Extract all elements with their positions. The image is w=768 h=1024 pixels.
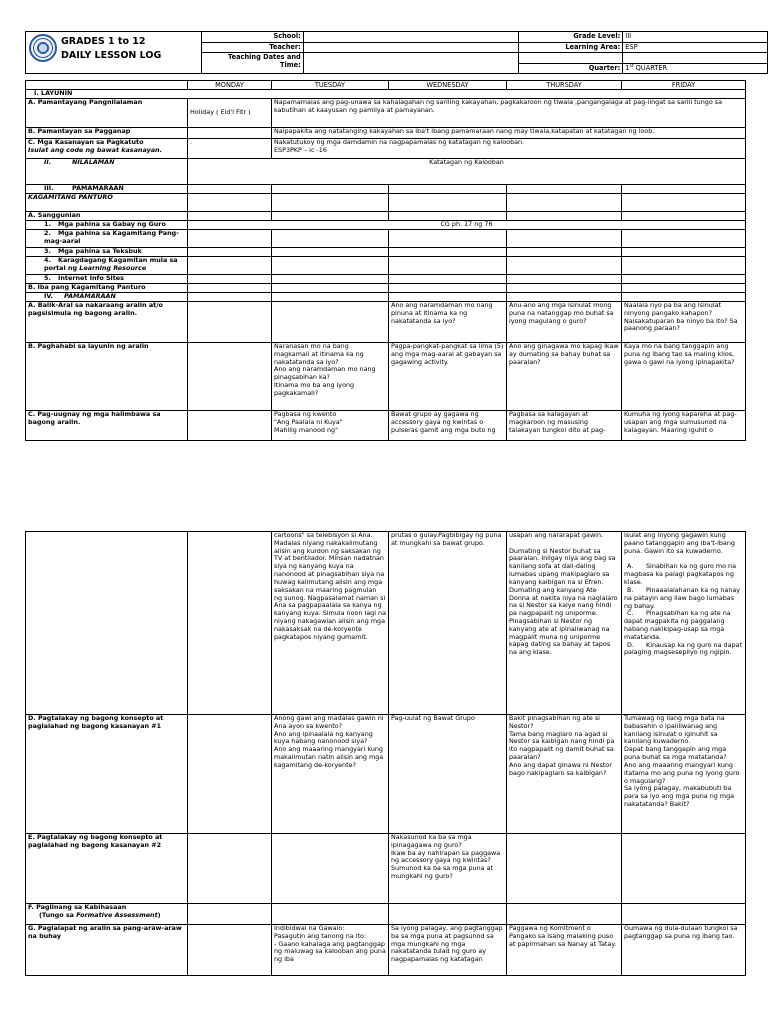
G-tuesday: Indibidwal na Gawain: Pasagutin ang tanong na ito: - Gaano kahalaga ang pagtanggap ng maluwag sa kalooban ang puna ng iba: [272, 925, 389, 976]
C-wednesday: Bawat grupo ay gagawa ng accessory gaya ng kwintas o pulseras gamit ang mga buto ng: [389, 411, 507, 441]
pamamaraan-number: III.: [44, 184, 54, 193]
quarter-label: Quarter:: [518, 63, 623, 74]
pagganap-label: B. Pamantayan sa Pagganap: [26, 128, 188, 139]
s3-tue: [272, 248, 389, 257]
D-thursday: Bakit pinagsabihan ng ate si Nestor? Tama bang maglaro na agad si Nestor sa kaibigan nang hindi pa ito nagpapalit ng damit buhat sa paaralan? Ano ang dapat ginawa ni Nestor bago nakipaglaro sa kaibigan?: [507, 715, 622, 834]
F-tuesday: [272, 904, 389, 925]
B-thursday: Ano ang ginagawa mo kapag ikaw ay dumating sa bahay buhat sa paaralan?: [507, 343, 622, 411]
s2-row: [26, 230, 746, 248]
s4-label-cell: [26, 257, 188, 275]
lesson-table-page2: [25, 531, 746, 976]
s5-fri: [622, 275, 746, 284]
C2-label: [26, 532, 188, 715]
C2-friday-item-d: [624, 642, 743, 658]
s4-fri: [622, 257, 746, 275]
iba-fri: [622, 284, 746, 293]
pagkatuto-note: Isulat ang code ng bawat kasanayan.: [28, 145, 163, 154]
sanggunian-fri: [622, 212, 746, 221]
blank-field-cell: [623, 53, 768, 64]
G-friday: Gumawa ng dula-dulaan tungkol sa pagtanggap sa puna ng ibang tao.: [622, 925, 746, 976]
C2-friday-item-b: [624, 587, 743, 610]
item-b-text: Pinaaalalahanan ka ng nanay na patayin ang ilaw bago lumabas ng bahay.: [624, 585, 741, 610]
A-tuesday: [272, 302, 389, 343]
E-label: E. Pagtalakay ng bagong konsepto at paglalahad ng bagong kasanayan #2: [26, 834, 188, 904]
item-c-text: Pinagsabihan ka ng ate na dapat magpakita ng paggalang habang nakikipag-usap sa mga matatanda.: [624, 609, 731, 641]
C-label: C. Pag-uugnay ng mga halimbawa sa bagong aralin.: [26, 411, 188, 441]
s2-thu: [507, 230, 622, 248]
s2-mon: [188, 230, 272, 248]
C-monday: [188, 411, 272, 441]
F-label-line1: F. Paglinang sa Kabihasaan: [28, 903, 127, 911]
D-monday: [188, 715, 272, 834]
kagamitan-label: KAGAMITANG PANTURO: [26, 194, 188, 212]
title-block: [26, 32, 202, 74]
item-a-letter: A.: [627, 562, 634, 571]
C2-friday-item-a: [624, 563, 743, 586]
C2-thursday: usapan ang nararapat gawin. Dumating si Nestor buhat sa paaralan. Inilgay niya ang bag sa kanilang sofa at dali-daling lumabas upang makipaglaro sa kanyang kaibigan na si Efren. Dumating ang kanyang Ate Donna at nakita niya na naglalaro na si Nestor sa kalye nang hindi pa nagpapalit ng uniporme. Pinagsabihan si Nestor ng kanyang ate at ipinaliwanag na magpalit muna ng uniporme kapag dating sa bahay at tapos na ang klase.: [507, 532, 622, 715]
s5-number: 5.: [44, 274, 51, 283]
day-wednesday: WEDNESDAY: [389, 81, 507, 90]
pagganap-monday: [188, 128, 272, 139]
row-C: [26, 411, 746, 441]
pagkatuto-value: [272, 139, 746, 159]
teacher-field[interactable]: [303, 42, 518, 53]
day-header-blank: [26, 81, 188, 90]
F-friday: [622, 904, 746, 925]
s3-wed: [389, 248, 507, 257]
s5-label-cell: [26, 275, 188, 284]
pamamaraan-row: [26, 185, 746, 194]
s4-mon: [188, 257, 272, 275]
school-field[interactable]: [303, 32, 518, 43]
quarter-text: QUARTER: [633, 63, 668, 72]
C-friday: Kumuha ng iyong kapareha at pag-usapan ang mga sumusunod na kalagayan. Maaring iguhit o: [622, 411, 746, 441]
teaching-dates-field[interactable]: [303, 53, 518, 74]
day-monday: MONDAY: [188, 81, 272, 90]
G-wednesday: Sa iyong palagay, ang pagtanggap ba sa mga puna at pagsunod sa mga mungkahi ng mga nakatatanda tulad ng guro ay nagpapamalas ng katatagan: [389, 925, 507, 976]
C2-wednesday: prutas o gulay.Pagbibigay ng puna at mungkahi sa bawat grupo.: [389, 532, 507, 715]
pamamaraan-label: PAMAMARAAN: [72, 184, 124, 193]
B-tuesday: Naranasan mo na bang magkamali at itinama ka ng nakatatanda sa iyo? Ano ang naramdaman mo nang pinagsabihan ka? Itinama mo ba ang iyong pagkakamali?: [272, 343, 389, 411]
lesson-table-page1: [25, 80, 746, 441]
iba-thu: [507, 284, 622, 293]
quarter-suffix: st: [629, 63, 634, 69]
item-b-letter: B.: [627, 585, 634, 594]
quarter-field[interactable]: [623, 63, 768, 74]
nilalaman-label-cell: [26, 159, 188, 185]
pagganap-row: [26, 128, 746, 139]
s2-tue: [272, 230, 389, 248]
iv-mon: [188, 293, 272, 302]
pamamaraan-wed: [389, 185, 507, 194]
F-label-cell: [26, 904, 188, 925]
B-label: B. Paghahabi sa layunin ng aralin: [26, 343, 188, 411]
pagganap-value: Naipapakita ang natatanging kakayahan sa iba't ibang pamamaraan nang may tiwala,katapatan at katatagan ng loob.: [272, 128, 746, 139]
sanggunian-tue: [272, 212, 389, 221]
s4-row: [26, 257, 746, 275]
F-label-close: ): [157, 910, 161, 919]
s4-wed: [389, 257, 507, 275]
F-thursday: [507, 904, 622, 925]
blank-label-cell: [518, 53, 623, 64]
item-d-letter: D.: [627, 640, 634, 649]
pagkatuto-value-line2: ESP3PKP – ic -16: [274, 145, 327, 154]
B-friday: Kaya mo na bang tanggapin ang puna ng ibang tao sa maling kilos, gawa o gawi na iyong ipinapakita?: [622, 343, 746, 411]
pagkatuto-value-line1: Nakatutukoy ng mga damdamin na nagpapamalas ng katatagan ng kalooban.: [274, 138, 525, 147]
kagamitan-wed: [389, 194, 507, 212]
D-label: D. Pagtalakay ng bagong konsepto at paglalahad ng bagong kasanayan #1: [26, 715, 188, 834]
layunin-row: [26, 90, 746, 99]
teacher-label: Teacher:: [201, 42, 303, 53]
iba-pang-label: B. Iba pang Kagamitang Panturo: [26, 284, 188, 293]
learning-area-label: Learning Area:: [518, 42, 623, 53]
E-tuesday: [272, 834, 389, 904]
day-friday: FRIDAY: [622, 81, 746, 90]
nilalaman-row: [26, 159, 746, 185]
s1-number: 1.: [44, 220, 51, 229]
s1-label: Mga pahina sa Gabay ng Guro: [58, 220, 166, 229]
pamantayang-value: Napamamalas ang pag-unawa sa kahalagahan ng sariling kakayahan, pagkakaroon ng tiwala ,pangangalaga at pag-iingat sa sarili tungo sa kabutihan at kaayusan ng pamilya at pamayanan.: [272, 99, 746, 128]
pamantayang-row: [26, 99, 746, 128]
s1-row: [26, 221, 746, 230]
layunin-heading: I. LAYUNIN: [26, 90, 746, 99]
s3-fri: [622, 248, 746, 257]
s4-tue: [272, 257, 389, 275]
s4-thu: [507, 257, 622, 275]
F-wednesday: [389, 904, 507, 925]
B-wednesday: Pagpa-pangkat-pangkat sa lima (5) ang mga mag-aaral at gabayan sa gagawing activity.: [389, 343, 507, 411]
s5-mon: [188, 275, 272, 284]
iv-row: [26, 293, 746, 302]
G-monday: [188, 925, 272, 976]
F-label-open: (Tungo sa: [39, 910, 77, 919]
s5-row: [26, 275, 746, 284]
A-friday: Naalala nyo pa ba ang isinulat ninyong pangako kahapon? Naisakatuparan ba ninyo ba ito? Sa paanong paraan?: [622, 302, 746, 343]
C2-tuesday: cartoons" sa telebisyon si Ana. Madalas niyang nakakalimutang alisin ang kurdon ng saksakan ng TV at bentilador. Minsan nadatnan siya ng kanyang kuya na nanonood at pinagsabihan siya na huwag kalimutang alisin ang mga saksakan na maaring pagmulan ng sunog. Nagpasalamat naman si Ana sa pagpapaalala sa kanya ng kanyang kuya. Simula noon lagi na niyang nakagawian alisin ang mga nakasaksak na de-koryente pagkatapos niyang gumamit.: [272, 532, 389, 715]
C-tuesday: Pagbasa ng kwento "Ang Paalala ni Kuya" Mahilig manood ng": [272, 411, 389, 441]
iv-tue: [272, 293, 389, 302]
F-label-italic: Formative Assessment: [76, 910, 158, 919]
pamamaraan-fri: [622, 185, 746, 194]
iba-wed: [389, 284, 507, 293]
A-thursday: Anu-ano ang mga isinulat mong puna na natanggap mo buhat sa iyong magulang o guro?: [507, 302, 622, 343]
D-tuesday: Anong gawi ang madalas gawin ni Ana ayon sa kwento? Ano ang ipinaalala ng kanyang kuya habang nanonood siya? Ano ang maaaring mangyari kung makalimutan natin alisin ang mga kagamitang de-koryente?: [272, 715, 389, 834]
nilalaman-value: Katatagan ng Kalooban: [188, 159, 746, 185]
C2-friday-intro: isulat ang inyong gagawin kung paano tatanggapin ang iba't-ibang puna. Gawin ito sa kuwaderno.: [624, 531, 735, 555]
row-E: [26, 834, 746, 904]
pamantayang-label: A. Pamantayang Pangnilalaman: [26, 99, 188, 128]
pagkatuto-label: C. Mga Kasanayan sa Pagkatuto: [28, 138, 144, 147]
s2-label-cell: [26, 230, 188, 248]
s1-value: CG ph. 17 ng 76: [188, 221, 746, 230]
iba-pang-row: [26, 284, 746, 293]
C2-monday: [188, 532, 272, 715]
A-wednesday: Ano ang naramdaman mo nang pinuna at itinama ka ng nakatatanda sa iyo?: [389, 302, 507, 343]
s1-label-cell: [26, 221, 188, 230]
s3-thu: [507, 248, 622, 257]
kagamitan-thu: [507, 194, 622, 212]
learning-area-field[interactable]: ESP: [623, 42, 768, 53]
s5-wed: [389, 275, 507, 284]
kagamitan-tue: [272, 194, 389, 212]
sanggunian-label: A. Sanggunian: [26, 212, 188, 221]
row-C-continued: [26, 532, 746, 715]
pamamaraan-thu: [507, 185, 622, 194]
grade-level-field[interactable]: III: [623, 32, 768, 43]
teaching-dates-label: [201, 53, 303, 74]
s4-label-italic: Learning Resource: [79, 263, 147, 272]
teaching-dates-label-line2: Time:: [280, 61, 301, 70]
s3-mon: [188, 248, 272, 257]
s5-tue: [272, 275, 389, 284]
s3-label-cell: [26, 248, 188, 257]
iv-label-cell: [26, 293, 188, 302]
header-table: [25, 31, 768, 74]
F-label-line2: [28, 912, 185, 920]
pamamaraan-tue: [272, 185, 389, 194]
item-d-text: Kinausap ka ng guro na dapat palaging magsesepilyo ng ngipin.: [624, 640, 742, 657]
iv-fri: [622, 293, 746, 302]
D-wednesday: Pag-uulat ng Bawat Grupo: [389, 715, 507, 834]
G-label: G. Paglalapat ng aralin sa pang-araw-araw na buhay: [26, 925, 188, 976]
sanggunian-row: [26, 212, 746, 221]
iv-thu: [507, 293, 622, 302]
school-label: School:: [201, 32, 303, 43]
C2-friday: [622, 532, 746, 715]
A-monday: [188, 302, 272, 343]
C-thursday: Pagbasa sa kalagayan at magkaroon ng masusing talakayan tungkol dito at pag-: [507, 411, 622, 441]
pamamaraan-mon: [188, 185, 272, 194]
s4-label: Karagdagang Kagamitan mula sa portal ng: [44, 256, 178, 272]
s2-label: Mga pahina sa Kagamitang Pang-mag-aaral: [44, 229, 179, 245]
day-header-row: [26, 81, 746, 90]
sanggunian-mon: [188, 212, 272, 221]
A-label: A. Balik-Aral sa nakaraang aralin at/o pagsisimula ng bagong aralin.: [26, 302, 188, 343]
s5-thu: [507, 275, 622, 284]
s2-number: 2.: [44, 229, 51, 238]
s4-number: 4.: [44, 256, 51, 265]
iba-tue: [272, 284, 389, 293]
row-B: [26, 343, 746, 411]
row-D: [26, 715, 746, 834]
quarter-number: 1: [625, 63, 630, 72]
pagkatuto-label-cell: [26, 139, 188, 159]
teaching-dates-label-line1: Teaching Dates and: [228, 53, 301, 61]
iv-number: IV.: [44, 292, 53, 301]
E-friday: [622, 834, 746, 904]
doc-title-line1: GRADES 1 to 12: [61, 36, 146, 47]
E-thursday: [507, 834, 622, 904]
B-monday: [188, 343, 272, 411]
s5-label: Internet Info Sites: [58, 274, 124, 283]
sanggunian-thu: [507, 212, 622, 221]
holiday-cell: Holiday ( Eid'l Fitr ): [188, 99, 272, 128]
pagkatuto-row: [26, 139, 746, 159]
row-A: [26, 302, 746, 343]
item-a-text: Sinabihan ka ng guro mo na magbasa ka palagi pagkatapos ng klase.: [624, 562, 737, 587]
row-F: [26, 904, 746, 925]
grade-level-label: Grade Level:: [518, 32, 623, 43]
pamamaraan-label-cell: [26, 185, 188, 194]
sanggunian-wed: [389, 212, 507, 221]
row-G: [26, 925, 746, 976]
s2-fri: [622, 230, 746, 248]
s3-row: [26, 248, 746, 257]
s3-number: 3.: [44, 247, 51, 256]
iv-label: PAMAMARAAN: [64, 292, 116, 301]
iv-wed: [389, 293, 507, 302]
D-friday: Tumawag ng ilang mga bata na babasahin o ipaliliwanag ang kanilang isinulat o iginuhit sa kanilang kuwaderno. Dapat bang tanggapin ang mga puna buhat sa mga matatanda? Ano ang maaaring mangyari kung itatama mo ang puna ng iyong guro o magulang? Sa iyong palagay, makabubuti ba para sa iyo ang mga puna ng mga nakatatanda? Bakit?: [622, 715, 746, 834]
F-monday: [188, 904, 272, 925]
doc-title-line2: DAILY LESSON LOG: [61, 50, 162, 61]
item-c-letter: C.: [627, 609, 634, 618]
E-wednesday: Nakasunod ka ba sa mga ipinagagawa ng guro? Ikaw ba ay nahirapan sa paggawa ng accessory gaya ng kwintas? Sumunod ka ba sa mga puna at mungkahi ng guro?: [389, 834, 507, 904]
nilalaman-number: II.: [44, 158, 52, 167]
deped-seal-icon: [29, 34, 57, 62]
kagamitan-mon: [188, 194, 272, 212]
kagamitan-row: [26, 194, 746, 212]
kagamitan-fri: [622, 194, 746, 212]
C2-friday-item-c: [624, 610, 743, 641]
iba-mon: [188, 284, 272, 293]
E-monday: [188, 834, 272, 904]
pagkatuto-monday: .: [188, 139, 272, 159]
G-thursday: Paggawa ng Komitment o Pangako sa isang malaking puso at papirmahan sa Nanay at Tatay.: [507, 925, 622, 976]
day-tuesday: TUESDAY: [272, 81, 389, 90]
s2-wed: [389, 230, 507, 248]
s3-label: Mga pahina sa Teksbuk: [58, 247, 142, 256]
day-thursday: THURSDAY: [507, 81, 622, 90]
nilalaman-label: NILALAMAN: [72, 158, 115, 167]
